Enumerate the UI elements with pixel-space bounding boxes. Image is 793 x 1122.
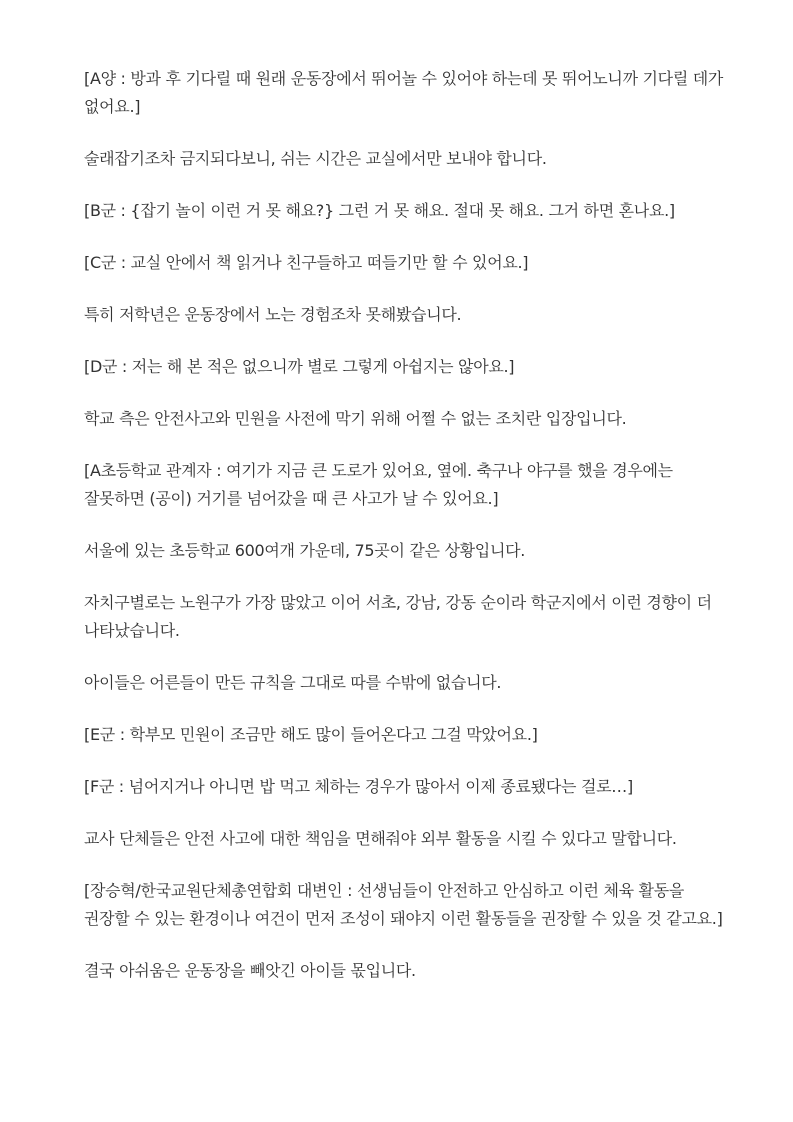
narration-paragraph: 서울에 있는 초등학교 600여개 가운데, 75곳이 같은 상황입니다. xyxy=(84,541,526,560)
interview-quote-e-student: [E군 : 학부모 민원이 조금만 해도 많이 들어온다고 그걸 막았어요.] xyxy=(84,725,538,744)
narration-paragraph: 아이들은 어른들이 만든 규칙을 그대로 따를 수밖에 없습니다. xyxy=(84,673,502,692)
narration-paragraph: 학교 측은 안전사고와 민원을 사전에 막기 위해 어쩔 수 없는 조치란 입장입니다. xyxy=(84,409,627,428)
interview-quote-c-student: [C군 : 교실 안에서 책 읽거나 친구들하고 떠들기만 할 수 있어요.] xyxy=(84,253,529,272)
narration-paragraph: 자치구별로는 노원구가 가장 많았고 이어 서초, 강남, 강동 순이라 학군지에서 이런 경향이 더 나타났습니다. xyxy=(84,593,712,640)
interview-quote-b-student: [B군 : {잡기 놀이 이런 거 못 해요?} 그런 거 못 해요. 절대 못 해요. 그거 하면 혼나요.] xyxy=(84,201,675,220)
interview-quote-school-official: [A초등학교 관계자 : 여기가 지금 큰 도로가 있어요, 옆에. 축구나 야구를 했을 경우에는 잘못하면 (공이) 거기를 넘어갔을 때 큰 사고가 날 수 있어요.] xyxy=(84,461,673,508)
closing-paragraph: 결국 아쉬움은 운동장을 빼앗긴 아이들 몫입니다. xyxy=(84,961,416,980)
narration-paragraph: 술래잡기조차 금지되다보니, 쉬는 시간은 교실에서만 보내야 합니다. xyxy=(84,149,547,168)
interview-quote-a-student: [A양 : 방과 후 기다릴 때 원래 운동장에서 뛰어놀 수 있어야 하는데 못 뛰어노니까 기다릴 데가 없어요.] xyxy=(84,69,724,116)
interview-quote-f-student: [F군 : 넘어지거나 아니면 밥 먹고 체하는 경우가 많아서 이제 종료됐다는 걸로…] xyxy=(84,777,633,796)
interview-quote-spokesperson: [장승혁/한국교원단체총연합회 대변인 : 선생님들이 안전하고 안심하고 이런 체육 활동을 권장할 수 있는 환경이나 여건이 먼저 조성이 돼야지 이런 활동들을 권장할 수 있을 것 같고요.] xyxy=(84,881,723,928)
article-body xyxy=(84,65,724,1009)
interview-quote-d-student: [D군 : 저는 해 본 적은 없으니까 별로 그렇게 아쉽지는 않아요.] xyxy=(84,357,515,376)
narration-paragraph: 교사 단체들은 안전 사고에 대한 책임을 면해줘야 외부 활동을 시킬 수 있다고 말합니다. xyxy=(84,829,677,848)
narration-paragraph: 특히 저학년은 운동장에서 노는 경험조차 못해봤습니다. xyxy=(84,305,462,324)
